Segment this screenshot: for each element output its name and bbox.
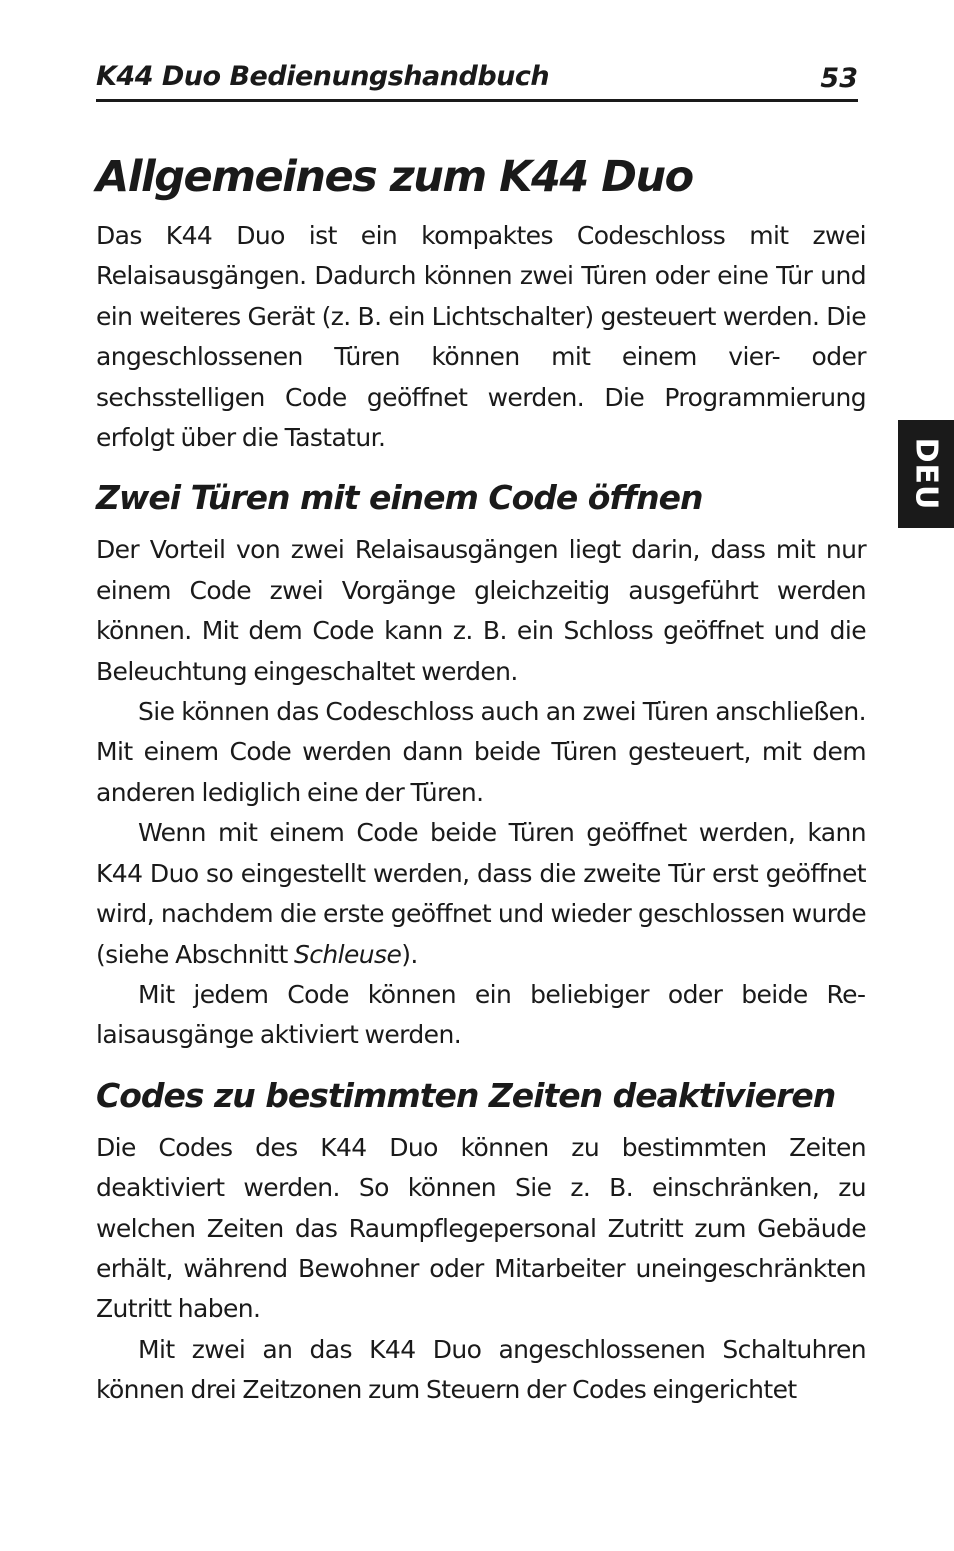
paragraph-two-doors-schleuse (96, 813, 866, 975)
schleuse-text-before: Wenn mit einem Code beide Türen geöffnet werden, kann K44 Duo so eingestellt werden, dass die zweite Tür erst geöffnet wird, nachdem die erste geöffnet und wieder geschlossen wurde (siehe Abschnitt (96, 818, 866, 969)
page-content (96, 148, 866, 1411)
language-tab-label: DEU (908, 437, 944, 511)
paragraph-time-switches: Mit zwei an das K44 Duo angeschlossenen Schaltuhren können drei Zeitzonen zum Steuern der Codes eingerichtet (96, 1334, 866, 1405)
language-tab (898, 420, 954, 528)
schleuse-text-after: ). (401, 939, 418, 969)
schleuse-emphasis: Schleuse (294, 939, 402, 969)
paragraph-two-doors-relays: Mit jedem Code können ein beliebiger oder beide Relaisausgänge aktiviert werden. (96, 979, 866, 1050)
running-header (96, 58, 858, 102)
paragraph-two-doors-advantage: Der Vorteil von zwei Relaisausgängen liegt darin, dass mit nur einem Code zwei Vorgänge gleichzeitig ausgeführt werden können. Mit dem Code kann z. B. ein Schloss geöffnet und die Beleuchtung eingeschaltet werden. (96, 535, 866, 686)
section-heading-general: Allgemeines zum K44 Duo (96, 152, 693, 202)
paragraph-deactivate-codes: Die Codes des K44 Duo können zu bestimmten Zeiten deaktiviert werden. So können Sie z. B. einschränken, zu welchen Zeiten das Raumpflegepersonal Zutritt zum Gebäude erhält, während Bewohner oder Mitarbeiter uneingeschränkten Zutritt haben. (96, 1132, 866, 1324)
paragraph-two-doors-connect: Sie können das Codeschloss auch an zwei Türen anschließen. Mit einem Code werden dann beide Türen gesteuert, mit dem anderen lediglich eine der Türen. (96, 697, 866, 807)
paragraph-general-intro: Das K44 Duo ist ein kompaktes Codeschloss mit zwei Relaisausgängen. Dadurch können zwei Türen oder eine Tür und ein weiteres Gerät (z. B. ein Lichtschalter) gesteuert werden. Die angeschlossenen Türen können mit einem vier- oder sechsstelligen Code geöffnet werden. Die Programmierung erfolgt über die Tastatur. (96, 221, 866, 453)
page-number: 53 (820, 63, 858, 94)
section-heading-deactivate-codes: Codes zu bestimmten Zeiten deaktivieren (96, 1075, 836, 1115)
section-heading-two-doors: Zwei Türen mit einem Code öffnen (96, 478, 703, 518)
running-title: K44 Duo Bedienungshandbuch (96, 61, 550, 92)
